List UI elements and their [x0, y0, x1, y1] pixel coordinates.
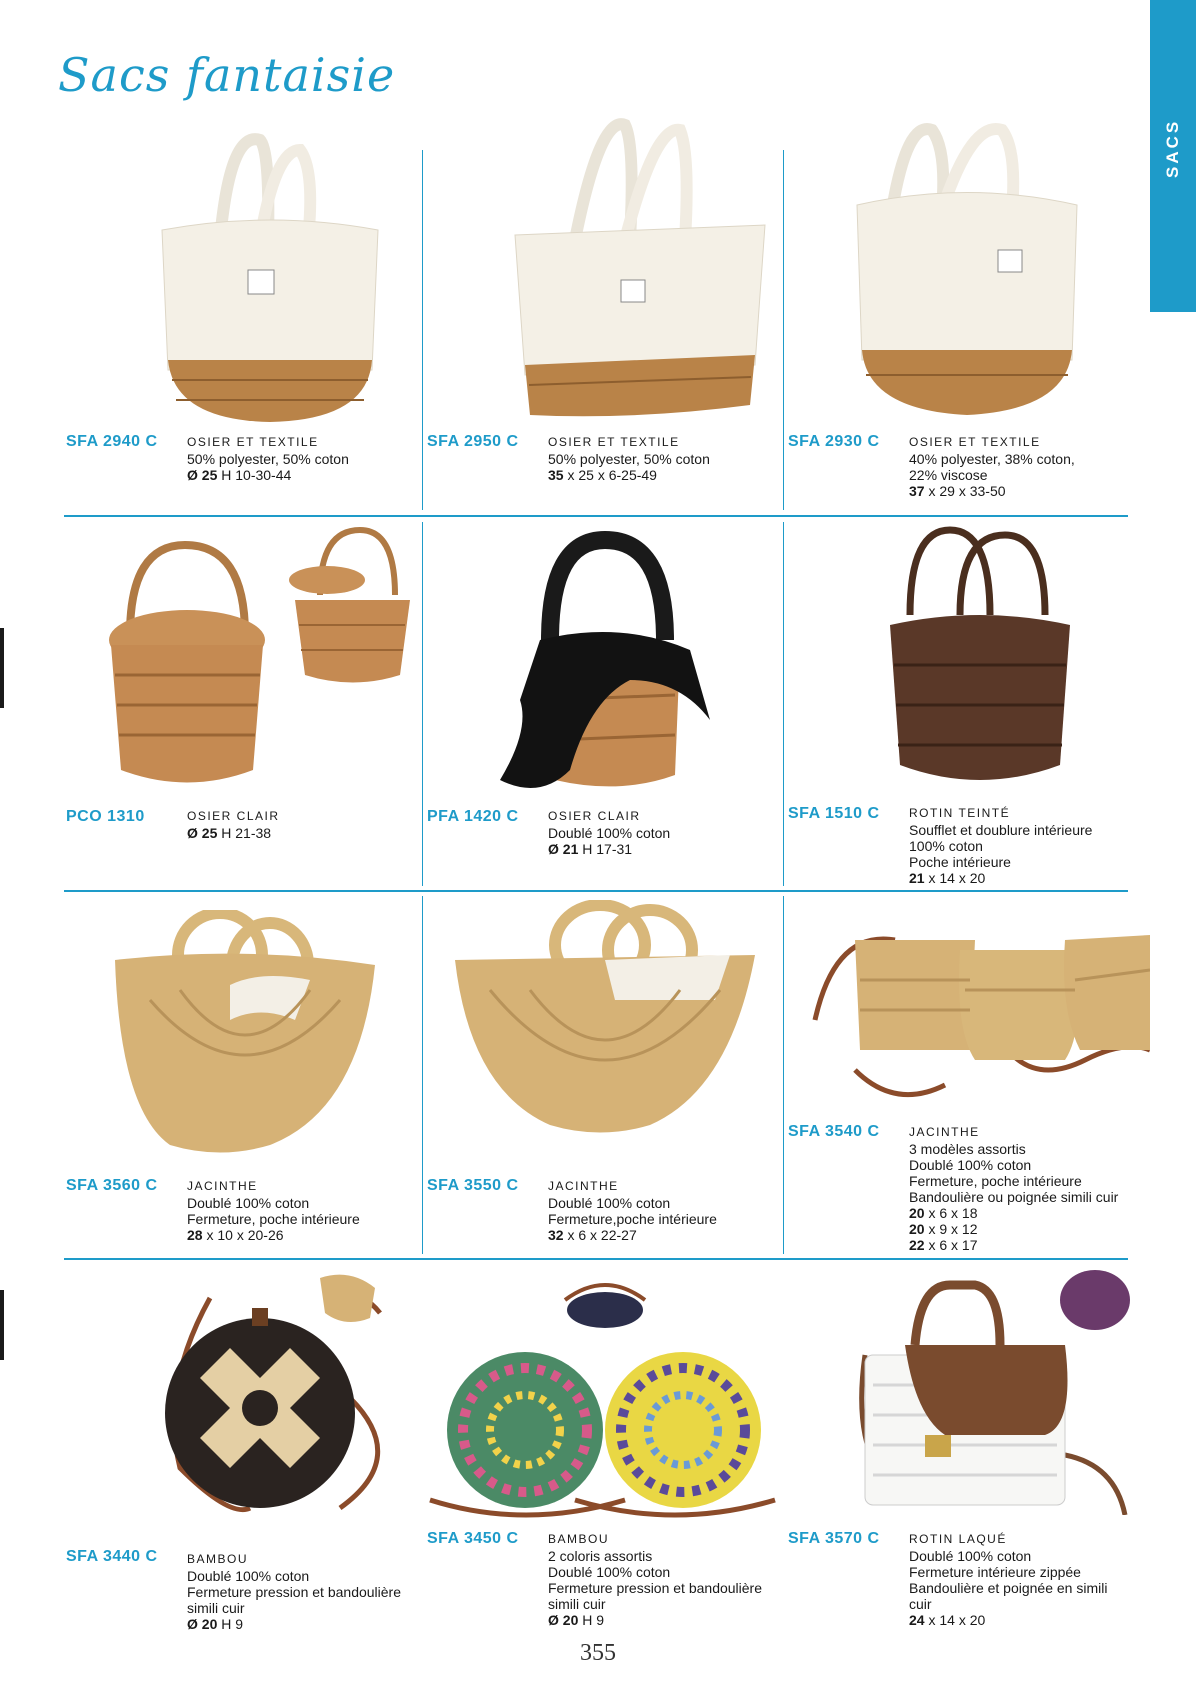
product-material: OSIER ET TEXTILE: [187, 435, 319, 449]
product-material: BAMBOU: [548, 1532, 610, 1546]
page-number: 355: [580, 1640, 616, 1666]
product-material: ROTIN LAQUÉ: [909, 1532, 1007, 1546]
product-material: BAMBOU: [187, 1552, 249, 1566]
product-description: [548, 1531, 783, 1628]
product-dimensions: Ø 25 H 10-30-44: [187, 467, 292, 483]
product-detail: Poche intérieure: [909, 854, 1011, 870]
product-material: OSIER ET TEXTILE: [909, 435, 1041, 449]
tote-bag-image: [150, 130, 390, 430]
column-divider: [422, 150, 423, 510]
product-code: SFA 3550 C: [427, 1177, 519, 1194]
product-description: [187, 1551, 422, 1632]
row-divider: [64, 515, 1128, 517]
product-code: SFA 3560 C: [66, 1177, 158, 1194]
jacinthe-bags-trio-image: [795, 910, 1150, 1130]
product-detail: Fermeture pression et bandoulière: [187, 1584, 402, 1600]
product-description: [909, 434, 1139, 499]
product-code: SFA 3570 C: [788, 1530, 880, 1547]
product-detail: cuir: [909, 1596, 932, 1612]
product-material: JACINTHE: [909, 1125, 980, 1139]
row-divider: [64, 1258, 1128, 1260]
edge-mark: [0, 628, 4, 708]
product-dimensions: 28 x 10 x 20-26: [187, 1227, 284, 1243]
product-detail: Doublé 100% coton: [187, 1568, 310, 1584]
product-material: JACINTHE: [187, 1179, 258, 1193]
product-material: JACINTHE: [548, 1179, 619, 1193]
tote-bag-image: [505, 115, 775, 425]
tote-bag-image: [852, 120, 1082, 420]
product-code: SFA 2940 C: [66, 433, 158, 450]
product-detail: 50% polyester, 50% coton: [187, 451, 349, 467]
product-dimensions: Ø 21 H 17-31: [548, 841, 633, 857]
product-description: [909, 1124, 1149, 1253]
product-detail: Bandoulière ou poignée simili cuir: [909, 1189, 1119, 1205]
product-detail: Doublé 100% coton: [909, 1548, 1032, 1564]
product-code: SFA 3540 C: [788, 1123, 880, 1140]
jacinthe-bag-image: [110, 910, 380, 1160]
product-dimensions: 24 x 14 x 20: [909, 1612, 986, 1628]
product-detail: 50% polyester, 50% coton: [548, 451, 710, 467]
page-title: Sacs fantaisie: [58, 48, 396, 102]
product-dimensions: 37 x 29 x 33-50: [909, 483, 1006, 499]
product-dimensions: 22 x 6 x 17: [909, 1237, 978, 1253]
product-dimensions: 21 x 14 x 20: [909, 870, 986, 886]
product-detail: Doublé 100% coton: [909, 1157, 1032, 1173]
product-detail: 22% viscose: [909, 467, 988, 483]
product-description: [187, 1178, 417, 1243]
column-divider: [783, 896, 784, 1254]
column-divider: [783, 150, 784, 510]
bamboo-round-bags-colors-image: [425, 1270, 780, 1520]
product-detail: Fermeture, poche intérieure: [909, 1173, 1082, 1189]
product-dimensions: 35 x 25 x 6-25-49: [548, 467, 657, 483]
product-code: SFA 2950 C: [427, 433, 519, 450]
product-code: SFA 3440 C: [66, 1548, 158, 1565]
row-divider: [64, 890, 1128, 892]
product-description: [909, 805, 1139, 886]
product-detail: Doublé 100% coton: [548, 825, 671, 841]
product-detail: 3 modèles assortis: [909, 1141, 1026, 1157]
product-detail: 100% coton: [909, 838, 983, 854]
product-material: OSIER CLAIR: [548, 809, 641, 823]
product-dimensions: 32 x 6 x 22-27: [548, 1227, 637, 1243]
product-code: SFA 1510 C: [788, 805, 880, 822]
product-detail: 40% polyester, 38% coton,: [909, 451, 1075, 467]
section-tab-label: SACS: [1163, 118, 1182, 178]
product-dimensions: Ø 20 H 9: [187, 1616, 244, 1632]
wicker-basket-with-cloth-image: [480, 530, 730, 800]
column-divider: [783, 522, 784, 886]
product-dimensions: Ø 25 H 21-38: [187, 825, 272, 841]
product-dimensions: 20 x 6 x 18: [909, 1205, 978, 1221]
product-description: [909, 1531, 1144, 1628]
wicker-basket-image: [105, 525, 425, 795]
product-code: PFA 1420 C: [427, 808, 519, 825]
product-material: OSIER CLAIR: [187, 809, 280, 823]
product-detail: Bandoulière et poignée en simili: [909, 1580, 1108, 1596]
product-detail: Fermeture intérieure zippée: [909, 1564, 1081, 1580]
product-detail: Doublé 100% coton: [187, 1195, 310, 1211]
product-detail: simili cuir: [548, 1596, 606, 1612]
product-code: SFA 2930 C: [788, 433, 880, 450]
product-detail: 2 coloris assortis: [548, 1548, 653, 1564]
product-detail: Fermeture pression et bandoulière: [548, 1580, 763, 1596]
product-code: SFA 3450 C: [427, 1530, 519, 1547]
product-description: [187, 808, 417, 841]
edge-mark: [0, 1290, 4, 1360]
product-material: ROTIN TEINTÉ: [909, 806, 1011, 820]
product-detail: Fermeture,poche intérieure: [548, 1211, 717, 1227]
product-dimensions: 20 x 9 x 12: [909, 1221, 978, 1237]
product-dimensions: Ø 20 H 9: [548, 1612, 605, 1628]
jacinthe-bag-image: [450, 900, 760, 1140]
product-material: OSIER ET TEXTILE: [548, 435, 680, 449]
lacquered-rattan-bag-image: [825, 1265, 1135, 1515]
product-description: [187, 434, 417, 483]
product-detail: simili cuir: [187, 1600, 245, 1616]
product-description: [548, 808, 778, 857]
wicker-bag-dark-image: [880, 525, 1080, 795]
product-code: PCO 1310: [66, 808, 145, 825]
product-detail: Fermeture, poche intérieure: [187, 1211, 360, 1227]
product-detail: Soufflet et doublure intérieure: [909, 822, 1093, 838]
column-divider: [422, 896, 423, 1254]
product-detail: Doublé 100% coton: [548, 1195, 671, 1211]
bamboo-round-bag-image: [140, 1268, 430, 1518]
product-description: [548, 434, 778, 483]
product-description: [548, 1178, 778, 1243]
product-detail: Doublé 100% coton: [548, 1564, 671, 1580]
